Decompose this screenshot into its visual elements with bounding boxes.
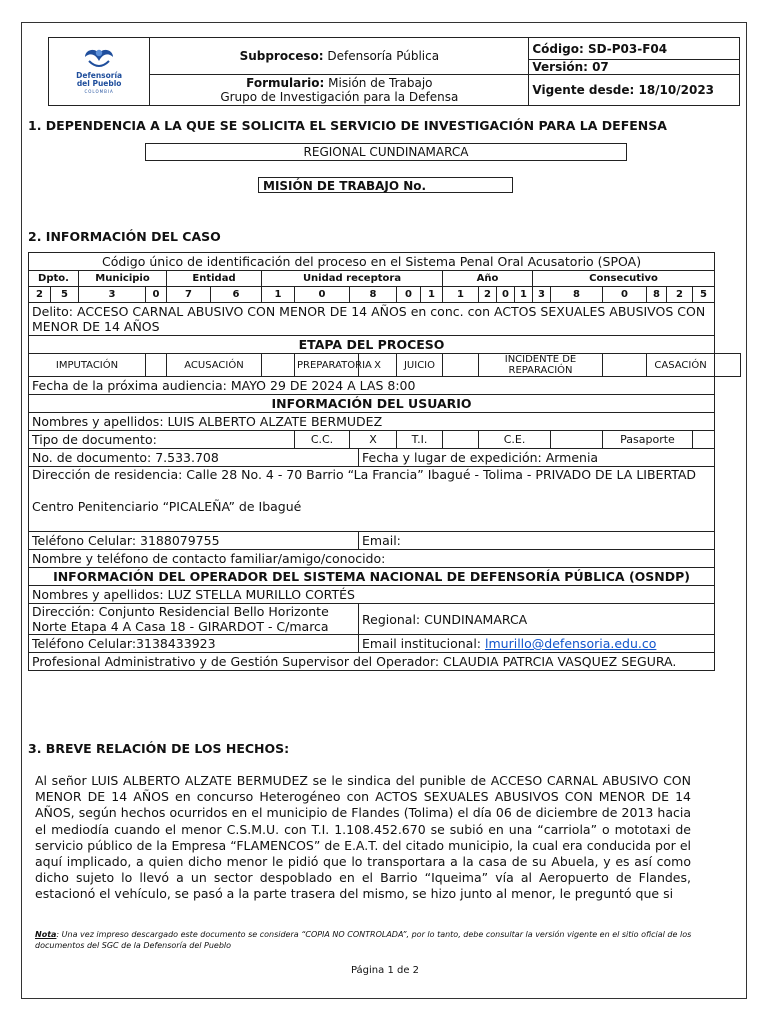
spoa-header-municipio: Municipio [79,271,167,287]
tipo-doc-cc: C.C. [295,431,350,449]
etapa-casacion: CASACIÓN [647,354,715,377]
logo-line-1: Defensoría [76,71,123,80]
expedicion: Fecha y lugar de expedición: Armenia [359,449,715,467]
case-info-table [28,252,741,671]
direccion-line-2: Centro Penitenciario “PICALEÑA” de Ibagué [32,499,302,514]
logo [49,38,150,106]
spoa-digit: 8 [350,287,397,303]
vigente-cell [529,75,740,106]
footer-note-text: : Una vez impreso descargado este documento se considera “COPIA NO CONTROLADA”, por lo tanto, debe consultar la versión vigente en el sitio oficial de los documentos del SGC de la Defensoría del Pueblo [35,930,692,950]
etapa-incidente: INCIDENTE DE REPARACIÓN [479,354,603,377]
spoa-header-ano: Año [443,271,533,287]
direccion-residencia [29,467,715,532]
direccion-line-1: Dirección de residencia: Calle 28 No. 4 - 70 Barrio “La Francia” Ibagué - Tolima - PRIVADO DE LA LIBERTAD [32,467,697,482]
operador-nombre: Nombres y apellidos: LUZ STELLA MURILLO CORTÉS [29,586,715,604]
subproceso-value: Defensoría Pública [327,49,440,63]
spoa-header-entidad: Entidad [167,271,262,287]
etapa-imputacion-check [146,354,167,377]
supervisor: Profesional Administrativo y de Gestión Supervisor del Operador: CLAUDIA PATRCIA VASQUEZ SEGURA. [29,653,715,671]
etapa-casacion-check [715,354,741,377]
spoa-digit: 0 [397,287,421,303]
spoa-header-consecutivo: Consecutivo [533,271,715,287]
contacto: Nombre y teléfono de contacto familiar/amigo/conocido: [29,550,715,568]
etapa-juicio: JUICIO [397,354,443,377]
spoa-digit: 7 [167,287,211,303]
spoa-digit: 3 [79,287,146,303]
spoa-header-unidad: Unidad receptora [262,271,443,287]
section-2-title: 2. INFORMACIÓN DEL CASO [28,229,221,244]
email-usuario: Email: [359,532,715,550]
spoa-digit: 2 [479,287,497,303]
spoa-digit: 1 [421,287,443,303]
etapa-juicio-check [443,354,479,377]
section-3-title: 3. BREVE RELACIÓN DE LOS HECHOS: [28,741,290,756]
etapa-incidente-check [603,354,647,377]
spoa-digit: 0 [497,287,515,303]
codigo-cell [529,38,740,60]
section-1-title: 1. DEPENDENCIA A LA QUE SE SOLICITA EL SERVICIO DE INVESTIGACIÓN PARA LA DEFENSA [28,118,667,133]
formulario-cell [150,75,529,106]
logo-line-2: del Pueblo [76,79,122,88]
operador-email-cell [359,635,715,653]
vigente-text: Vigente desde: 18/10/2023 [532,83,715,97]
spoa-digit: 3 [533,287,551,303]
usuario-title: INFORMACIÓN DEL USUARIO [29,395,715,413]
spoa-digit: 2 [29,287,51,303]
etapa-preparatoria: PREPARATORIA [295,354,359,377]
spoa-digit: 0 [603,287,647,303]
tipo-doc-pasaporte: Pasaporte [603,431,693,449]
tipo-doc-pasaporte-check [693,431,715,449]
tipo-doc-ti: T.I. [397,431,443,449]
usuario-nombre: Nombres y apellidos: LUIS ALBERTO ALZATE BERMUDEZ [29,413,715,431]
tipo-doc-ce-check [551,431,603,449]
delito-text: Delito: ACCESO CARNAL ABUSIVO CON MENOR DE 14 AÑOS en conc. con ACTOS SEXUALES ABUSIVOS CON MENOR DE 14 AÑOS [29,303,715,336]
proxima-audiencia: Fecha de la próxima audiencia: MAYO 29 DE 2024 A LAS 8:00 [29,377,715,395]
spoa-title: Código único de identificación del proceso en el Sistema Penal Oral Acusatorio (SPOA) [29,253,715,271]
document-page [21,22,747,999]
spoa-header-dpto: Dpto. [29,271,79,287]
telefono-celular: Teléfono Celular: 3188079755 [29,532,359,550]
spoa-digit: 5 [51,287,79,303]
hechos-narrative [35,773,691,903]
spoa-digit: 5 [693,287,715,303]
spoa-digit: 0 [146,287,167,303]
spoa-digit: 2 [667,287,693,303]
footer-note [35,929,705,951]
mision-box: MISIÓN DE TRABAJO No. [258,177,513,193]
operador-email-link[interactable]: lmurillo@defensoria.edu.co [485,636,657,651]
etapa-imputacion: IMPUTACIÓN [29,354,146,377]
document-header [48,37,740,106]
spoa-digit: 8 [551,287,603,303]
etapa-acusacion-check [262,354,295,377]
operador-direccion-line-1: Dirección: Conjunto Residencial Bello Horizonte [32,604,329,619]
spoa-digit: 1 [262,287,295,303]
etapa-acusacion: ACUSACIÓN [167,354,262,377]
defensoria-logo-icon [79,47,119,69]
tipo-doc-ti-check [443,431,479,449]
spoa-digit: 1 [443,287,479,303]
version-text: Versión: 07 [532,60,609,74]
codigo-text: Código: SD-P03-F04 [532,41,668,56]
hechos-paragraph: Al señor LUIS ALBERTO ALZATE BERMUDEZ se le sindica del punible de ACCESO CARNAL ABUSIVO CON MENOR DE 14 AÑOS en concurso Heterogéneo con ACTOS SEXUALES ABUSIVOS CON MENOR DE 14 AÑOS, según hechos ocurridos en el municipio de Flandes (Tolima) el día 06 de diciembre de 2013 hacia el mediodía cuando el menor C.S.M.U. con T.I. 1.108.452.670 se subió en una “carriola” o mototaxi de servicio público de la Empresa “FLAMENCOS” de E.A.T. del citado municipio, la cual era conducida por el aquí implicado, a quien dicho menor le pidió que lo transportara a la casa de su Abuela, y es así como dicho sujeto lo llevó a un sector despoblado en el Barrio “Iqueima” vía al Aeropuerto de Flandes, estacionó el vehículo, se pasó a la parte trasera del mismo, se hizo junto al menor, le preguntó que si [35,773,691,902]
operador-title: INFORMACIÓN DEL OPERADOR DEL SISTEMA NACIONAL DE DEFENSORÍA PÚBLICA (OSNDP) [29,568,715,586]
operador-email-label: Email institucional: [362,636,482,651]
tipo-doc-ce: C.E. [479,431,551,449]
regional-box: REGIONAL CUNDINAMARCA [145,143,627,161]
operador-direccion [29,604,359,635]
spoa-digit: 8 [647,287,667,303]
grupo-text: Grupo de Investigación para la Defensa [220,90,459,104]
spoa-digit: 0 [295,287,350,303]
formulario-value: Misión de Trabajo [328,76,433,90]
subproceso-label: Subproceso: [239,49,324,63]
page-number: Página 1 de 2 [350,965,420,976]
tipo-doc-cc-check: X [350,431,397,449]
spoa-digit: 1 [515,287,533,303]
operador-direccion-line-2: Norte Etapa 4 A Casa 18 - GIRARDOT - C/marca [32,619,329,634]
formulario-label: Formulario: [246,76,325,90]
spoa-digit: 6 [211,287,262,303]
footer-note-label: Nota [35,930,57,939]
operador-telefono: Teléfono Celular:3138433923 [29,635,359,653]
tipo-doc-label: Tipo de documento: [29,431,295,449]
operador-regional: Regional: CUNDINAMARCA [359,604,715,635]
etapa-preparatoria-check: X [359,354,397,377]
etapa-title: ETAPA DEL PROCESO [29,336,715,354]
numero-documento: No. de documento: 7.533.708 [29,449,359,467]
logo-line-3: COLOMBIA [84,89,114,94]
subproceso-cell [150,38,529,75]
version-cell [529,60,740,75]
